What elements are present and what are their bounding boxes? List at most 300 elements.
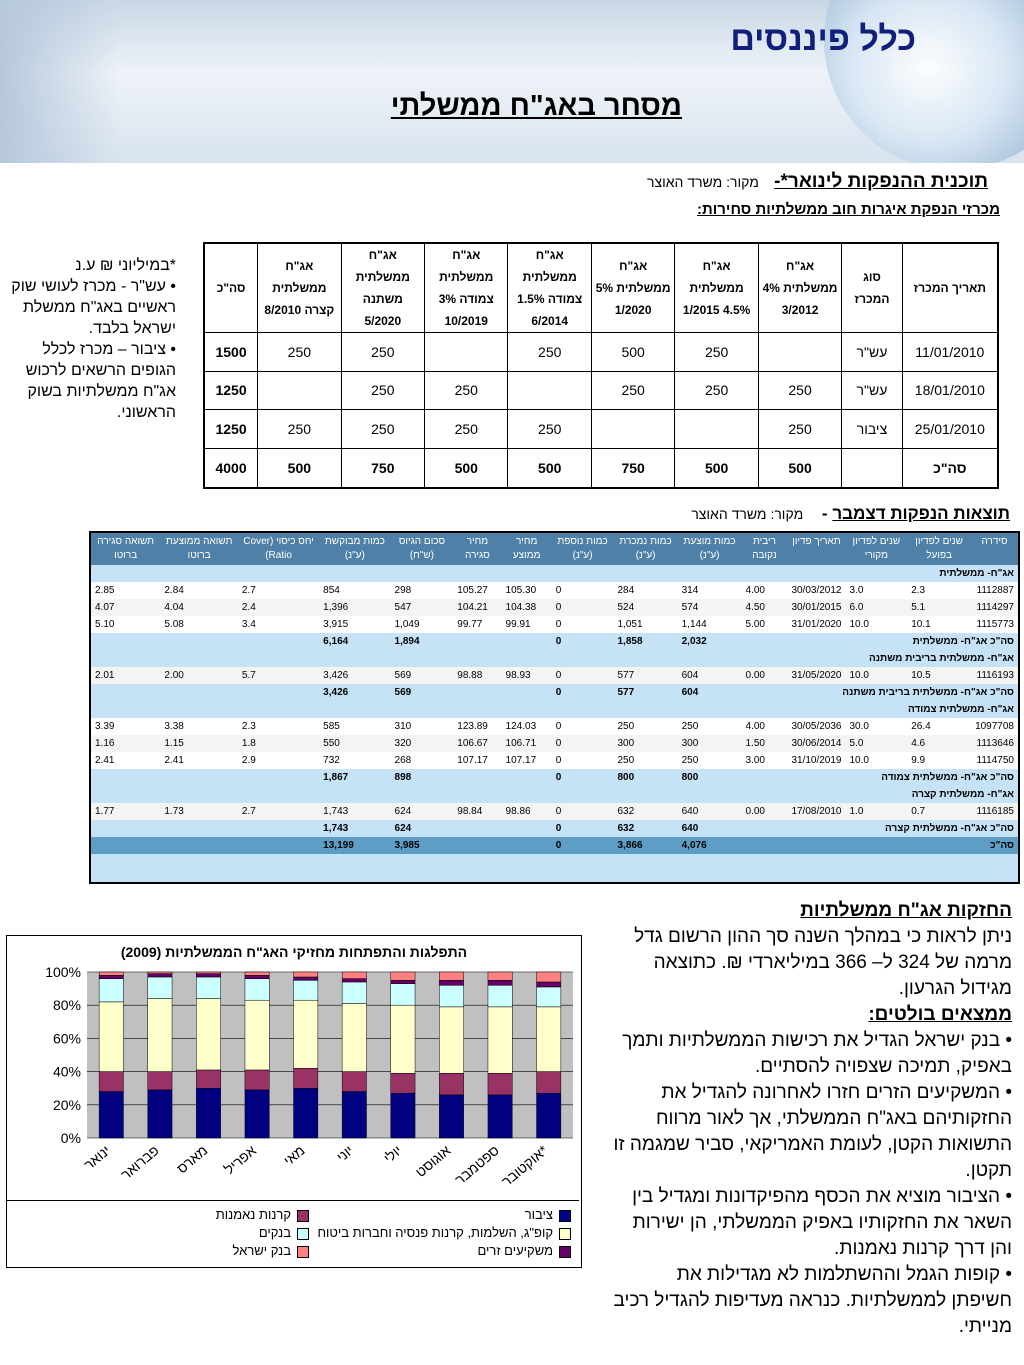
bar-segment <box>439 1073 463 1095</box>
results-row <box>91 837 1018 854</box>
results-cell: 3,915 <box>319 616 390 633</box>
results-table-body <box>91 565 1018 854</box>
plan-cell: 250 <box>425 371 508 410</box>
plan-cell <box>758 333 841 372</box>
bar-segment <box>391 1005 415 1073</box>
plan-col-header: סה"כ <box>204 243 258 333</box>
legend-label: בנקים <box>258 1225 291 1240</box>
subtotal-cell: 577 <box>614 684 678 701</box>
results-cell: 5.00 <box>742 616 788 633</box>
results-cell: 9.9 <box>907 752 971 769</box>
results-cell: 0 <box>552 667 614 684</box>
plan-col-header: אג"ח ממשלתית משתנה 5/2020 <box>341 243 424 333</box>
bar-segment <box>245 1090 269 1138</box>
results-col-header: מחיר סגירה <box>453 533 501 565</box>
plan-cell: 250 <box>341 333 424 372</box>
subtotal-cell: 0 <box>552 820 614 837</box>
results-cell: 1,144 <box>678 616 742 633</box>
results-cell: 2.41 <box>160 752 238 769</box>
bar-segment <box>342 972 366 979</box>
results-cell: 3.39 <box>91 718 160 735</box>
subtotal-cell: 1,743 <box>319 820 390 837</box>
results-cell: 1.15 <box>160 735 238 752</box>
plan-cell <box>591 410 674 449</box>
results-cell: 300 <box>678 735 742 752</box>
plan-cell <box>675 410 758 449</box>
results-cell: 2.4 <box>238 599 319 616</box>
results-row <box>91 718 1018 735</box>
subtotal-cell: 898 <box>391 769 454 786</box>
results-col-header: יחס כיסוי (Cover Ratio) <box>238 533 319 565</box>
subtotal-cell: 624 <box>391 820 454 837</box>
results-row <box>91 803 1018 820</box>
bar-segment <box>148 1072 172 1090</box>
results-cell: 0 <box>552 616 614 633</box>
results-cell: 5.10 <box>91 616 160 633</box>
plan-cell: 250 <box>591 371 674 410</box>
subtotal-cell: 0 <box>552 633 614 650</box>
plan-cell: 500 <box>508 448 591 488</box>
results-row <box>91 769 1018 786</box>
holdings-intro: ניתן לראות כי במהלך השנה סך ההון הרשום גדל מרמה של 324 ל– 366 במיליארדי ₪. כתוצאה מגידול הגרעון. <box>634 926 1012 999</box>
plan-source: מקור: משרד האוצר <box>647 174 759 190</box>
results-heading-line: תוצאות הנפקות דצמבר - מקור: משרד האוצר <box>691 504 1010 523</box>
empty-cell <box>91 837 160 854</box>
legend-swatch <box>559 1210 571 1222</box>
bar-segment <box>148 999 172 1072</box>
subtotal-label: סה"כ אג"ח- ממשלתית צמודה <box>742 769 1018 786</box>
subtotal-cell: 632 <box>614 820 678 837</box>
legend-swatch <box>297 1246 309 1258</box>
results-cell: 250 <box>614 718 678 735</box>
plan-table-body <box>204 333 998 489</box>
legend-item <box>259 1225 309 1241</box>
plan-cell: סה"כ <box>902 448 998 488</box>
subtotal-cell <box>502 633 552 650</box>
bar-segment <box>488 972 512 980</box>
results-cell: 1.77 <box>91 803 160 820</box>
plan-cell: 500 <box>591 333 674 372</box>
results-cell: 30/01/2015 <box>787 599 845 616</box>
legend-swatch <box>297 1228 309 1240</box>
results-col-header: כמות מוצעת (ע"נ) <box>678 533 742 565</box>
empty-cell <box>238 633 319 650</box>
bar-segment <box>488 1073 512 1095</box>
results-row <box>91 684 1018 701</box>
bar-segment <box>488 1095 512 1138</box>
results-cell: 854 <box>319 582 390 599</box>
results-cell: 30/05/2036 <box>787 718 845 735</box>
results-cell: 3,426 <box>319 667 390 684</box>
bar-segment <box>99 972 123 975</box>
results-cell: 4.07 <box>91 599 160 616</box>
x-tick-label: ינואר <box>80 1142 114 1173</box>
results-row <box>91 667 1018 684</box>
results-cell: 5.0 <box>846 735 908 752</box>
results-cell: 98.84 <box>453 803 501 820</box>
plan-cell: 500 <box>425 448 508 488</box>
results-cell: 3.00 <box>742 752 788 769</box>
subtotal-cell: 1,894 <box>391 633 454 650</box>
plan-subheading: מכרזי הנפקת איגרות חוב ממשלתיות סחירות: <box>696 201 1000 218</box>
bar-segment <box>439 1095 463 1138</box>
empty-cell <box>238 837 319 854</box>
subtotal-cell: 569 <box>391 684 454 701</box>
results-cell: 2.01 <box>91 667 160 684</box>
plan-cell: 500 <box>675 448 758 488</box>
subtotal-cell: 2,032 <box>678 633 742 650</box>
bar-segment <box>488 1007 512 1073</box>
results-cell: 577 <box>614 667 678 684</box>
results-cell: 550 <box>319 735 390 752</box>
plan-cell <box>258 371 341 410</box>
plan-table-header <box>204 243 998 333</box>
subtotal-cell <box>453 769 501 786</box>
x-tick-label: יוני <box>333 1142 357 1165</box>
results-col-header: כמות נמכרת (ע"נ) <box>614 533 678 565</box>
results-cell: 1116185 <box>971 803 1018 820</box>
results-cell: 6.0 <box>846 599 908 616</box>
page-title: מסחר באג"ח ממשלתי <box>390 90 682 122</box>
results-cell: 98.88 <box>453 667 501 684</box>
results-cell: 524 <box>614 599 678 616</box>
results-cell: 250 <box>678 718 742 735</box>
results-cell: 1114750 <box>971 752 1018 769</box>
results-cell: 99.77 <box>453 616 501 633</box>
plan-col-header: אג"ח ממשלתית 4.5% 1/2015 <box>675 243 758 333</box>
empty-cell <box>238 769 319 786</box>
results-cell: 284 <box>614 582 678 599</box>
results-cell: 298 <box>391 582 454 599</box>
results-source: מקור: משרד האוצר <box>691 506 804 522</box>
results-cell: 1.50 <box>742 735 788 752</box>
legend-label: בנק ישראל <box>232 1243 291 1258</box>
results-row <box>91 616 1018 633</box>
results-col-header: סכום הגיוס (ש"ח) <box>391 533 454 565</box>
bar-segment <box>537 1072 561 1094</box>
plan-heading: תוכנית ההנפקות לינואר*- <box>774 171 988 192</box>
results-cell: 104.38 <box>502 599 552 616</box>
results-row <box>91 582 1018 599</box>
results-cell: 0 <box>552 582 614 599</box>
group-label: אג"ח- ממשלתית קצרה <box>91 786 1018 803</box>
results-cell: 1.8 <box>238 735 319 752</box>
results-table <box>91 533 1018 854</box>
results-cell: 547 <box>391 599 454 616</box>
results-row <box>91 701 1018 718</box>
finding-item: • המשקיעים הזרים חזרו לאחרונה להגדיל את החזקותיהם באג"ח הממשלתי, אך לאור מרווח התשואות הקטן, לעומת האמריקאי, סביר שמגמה זו תקטן. <box>613 1082 1012 1181</box>
results-cell: 5.1 <box>907 599 971 616</box>
results-cell: 105.30 <box>502 582 552 599</box>
results-cell: 1.73 <box>160 803 238 820</box>
banner-shade <box>0 0 120 163</box>
results-cell: 604 <box>678 667 742 684</box>
bar-segment <box>391 980 415 983</box>
y-tick-label: 20% <box>52 1096 81 1113</box>
plan-cell: 250 <box>258 410 341 449</box>
bar-segment <box>148 972 172 974</box>
results-col-header: מחיר ממוצע <box>502 533 552 565</box>
results-cell: 30/03/2012 <box>787 582 845 599</box>
subtotal-label: סה"כ <box>742 837 1018 854</box>
results-cell: 1097708 <box>971 718 1018 735</box>
plan-col-header: אג"ח ממשלתית 4% 3/2012 <box>758 243 841 333</box>
side-notes <box>10 255 176 423</box>
plan-cell <box>425 333 508 372</box>
bar-segment <box>148 977 172 999</box>
results-cell: 320 <box>391 735 454 752</box>
plan-cell: 250 <box>508 333 591 372</box>
bar-segment <box>99 979 123 1002</box>
results-cell: 1115773 <box>971 616 1018 633</box>
results-row <box>91 820 1018 837</box>
results-cell: 4.00 <box>742 718 788 735</box>
plan-row <box>204 371 998 410</box>
results-cell: 1,396 <box>319 599 390 616</box>
results-cell: 123.89 <box>453 718 501 735</box>
results-cell: 2.84 <box>160 582 238 599</box>
plan-cell: 250 <box>758 371 841 410</box>
results-col-header: שנים לפדיון בפועל <box>907 533 971 565</box>
bar-segment <box>342 1004 366 1072</box>
results-cell: 1,049 <box>391 616 454 633</box>
note-item: • עש"ר - מכרז לעושי שוק ראשיים באג"ח ממשלת ישראל בלבד. <box>11 278 176 337</box>
plan-cell: 250 <box>675 333 758 372</box>
plan-cell: 11/01/2010 <box>902 333 998 372</box>
subtotal-cell: 0 <box>552 769 614 786</box>
plan-table <box>203 242 999 489</box>
bar-segment <box>488 980 512 985</box>
note-item: • ציבור – מכרז לכלל הגופים הרשאים לרכוש אג"ח ממשלתיות בשוק הראשוני. <box>25 341 176 421</box>
empty-cell <box>160 837 238 854</box>
results-row <box>91 786 1018 803</box>
bar-segment <box>537 972 561 982</box>
results-cell: 104.21 <box>453 599 501 616</box>
results-cell: 106.71 <box>502 735 552 752</box>
results-cell: 250 <box>678 752 742 769</box>
subtotal-cell: 3,985 <box>391 837 454 854</box>
results-cell: 2.00 <box>160 667 238 684</box>
empty-cell <box>91 769 160 786</box>
bar-segment <box>342 1072 366 1092</box>
y-tick-label: 60% <box>52 1030 81 1047</box>
results-cell: 0 <box>552 599 614 616</box>
bar-segment <box>99 1002 123 1072</box>
bar-segment <box>245 1070 269 1090</box>
bar-segment <box>391 972 415 980</box>
legend-swatch <box>559 1228 571 1240</box>
results-cell: 106.67 <box>453 735 501 752</box>
results-cell: 268 <box>391 752 454 769</box>
results-cell: 3.38 <box>160 718 238 735</box>
results-cell: 10.0 <box>846 616 908 633</box>
empty-cell <box>238 820 319 837</box>
results-row <box>91 633 1018 650</box>
bar-segment <box>245 1000 269 1070</box>
plan-cell <box>842 448 902 488</box>
bar-segment <box>391 1073 415 1093</box>
plan-cell: 250 <box>508 410 591 449</box>
plan-cell: 250 <box>758 410 841 449</box>
plan-cell: 25/01/2010 <box>902 410 998 449</box>
bar-segment <box>196 972 220 974</box>
results-cell: 4.04 <box>160 599 238 616</box>
results-cell: 3.4 <box>238 616 319 633</box>
results-cell: 2.7 <box>238 582 319 599</box>
subtotal-cell <box>502 684 552 701</box>
results-cell: 585 <box>319 718 390 735</box>
bar-segment <box>294 1068 318 1088</box>
empty-cell <box>91 820 160 837</box>
bar-segment <box>537 982 561 987</box>
plan-cell: 250 <box>341 371 424 410</box>
plan-row <box>204 333 998 372</box>
results-cell: 0 <box>552 718 614 735</box>
results-cell: 569 <box>391 667 454 684</box>
plan-cell: 250 <box>675 371 758 410</box>
chart-legend <box>7 1200 579 1267</box>
subtotal-cell: 604 <box>678 684 742 701</box>
bar-segment <box>245 972 269 975</box>
bar-segment <box>196 1088 220 1138</box>
results-cell: 1,743 <box>319 803 390 820</box>
results-cell: 4.6 <box>907 735 971 752</box>
results-cell: 124.03 <box>502 718 552 735</box>
x-tick-label: אפריל <box>221 1142 260 1178</box>
results-cell: 0 <box>552 803 614 820</box>
empty-cell <box>160 820 238 837</box>
subtotal-cell <box>502 837 552 854</box>
plan-row <box>204 410 998 449</box>
bar-segment <box>99 1072 123 1092</box>
legend-label: ציבור <box>524 1207 553 1222</box>
results-cell: 732 <box>319 752 390 769</box>
subtotal-cell <box>502 820 552 837</box>
subtotal-cell: 1,858 <box>614 633 678 650</box>
bar-segment <box>391 984 415 1006</box>
results-row <box>91 752 1018 769</box>
bar-segment <box>391 1093 415 1138</box>
holders-chart <box>6 935 582 1268</box>
plan-col-header: סוג המכרז <box>842 243 902 333</box>
results-row <box>91 650 1018 667</box>
bar-segment <box>537 1093 561 1138</box>
results-cell: 98.93 <box>502 667 552 684</box>
bar-segment <box>196 999 220 1070</box>
results-cell: 0.00 <box>742 803 788 820</box>
bar-segment <box>342 979 366 982</box>
bar-segment <box>196 1070 220 1088</box>
results-cell: 1.0 <box>846 803 908 820</box>
x-tick-label: פברואר <box>117 1142 162 1183</box>
results-cell: 1112887 <box>971 582 1018 599</box>
chart-plot <box>7 936 581 1198</box>
results-cell: 0.00 <box>742 667 788 684</box>
results-cell: 26.4 <box>907 718 971 735</box>
legend-label: קרנות נאמנות <box>215 1207 291 1222</box>
results-cell: 30/06/2014 <box>787 735 845 752</box>
legend-item <box>525 1207 571 1223</box>
bar-segment <box>537 987 561 1007</box>
results-cell: 2.9 <box>238 752 319 769</box>
y-tick-label: 0% <box>60 1130 81 1146</box>
subtotal-cell <box>453 820 501 837</box>
bar-segment <box>439 985 463 1007</box>
subtotal-cell: 4,076 <box>678 837 742 854</box>
results-cell: 31/05/2020 <box>787 667 845 684</box>
results-cell: 4.50 <box>742 599 788 616</box>
plan-cell: 1250 <box>204 371 258 410</box>
legend-item <box>477 1243 571 1259</box>
plan-cell: 1250 <box>204 410 258 449</box>
bar-segment <box>148 974 172 977</box>
subtotal-cell: 800 <box>614 769 678 786</box>
results-cell: 107.17 <box>502 752 552 769</box>
holdings-section <box>612 898 1012 1340</box>
results-cell: 31/01/2020 <box>787 616 845 633</box>
bar-segment <box>245 979 269 1001</box>
plan-col-header: אג"ח ממשלתית קצרה 8/2010 <box>258 243 341 333</box>
subtotal-cell: 13,199 <box>319 837 390 854</box>
bar-segment <box>439 972 463 980</box>
subtotal-cell: 0 <box>552 837 614 854</box>
legend-item <box>216 1207 309 1223</box>
results-row <box>91 565 1018 582</box>
results-cell: 250 <box>614 752 678 769</box>
bar-segment <box>537 1007 561 1072</box>
results-cell: 1113646 <box>971 735 1018 752</box>
bar-segment <box>294 972 318 977</box>
plan-row <box>204 448 998 488</box>
results-cell: 99.91 <box>502 616 552 633</box>
results-row <box>91 735 1018 752</box>
results-cell: 10.0 <box>846 667 908 684</box>
bar-segment <box>488 985 512 1007</box>
group-label: אג"ח- ממשלתית <box>91 565 1018 582</box>
results-cell: 2.3 <box>238 718 319 735</box>
subtotal-cell: 3,426 <box>319 684 390 701</box>
plan-col-header: אג"ח ממשלתית צמודה 1.5% 6/2014 <box>508 243 591 333</box>
y-tick-label: 80% <box>52 997 81 1014</box>
finding-item: • קופות הגמל וההשתלמות לא מגדילות את חשיפתן לממשלתיות. כנראה מעדיפות להגדיל רכיב מנייתי. <box>613 1264 1012 1337</box>
bar-segment <box>245 975 269 978</box>
x-tick-label: ספטמבר <box>451 1142 503 1188</box>
subtotal-cell: 1,867 <box>319 769 390 786</box>
plan-cell: ציבור <box>842 410 902 449</box>
bar-segment <box>99 975 123 978</box>
bar-segment <box>196 977 220 999</box>
subtotal-label: סה"כ אג"ח- ממשלתית <box>742 633 1018 650</box>
currency-note: *במיליוני ₪ ע.נ <box>75 257 176 274</box>
y-tick-label: 100% <box>45 964 81 980</box>
empty-cell <box>160 633 238 650</box>
subtotal-cell: 0 <box>552 684 614 701</box>
plan-col-header: אג"ח ממשלתית צמודה 3% 10/2019 <box>425 243 508 333</box>
plan-cell: 1500 <box>204 333 258 372</box>
plan-heading-line <box>528 171 988 193</box>
subtotal-cell <box>453 684 501 701</box>
legend-item <box>233 1243 309 1259</box>
results-table-container <box>89 531 1020 884</box>
bar-segment <box>99 1092 123 1138</box>
results-cell: 640 <box>678 803 742 820</box>
bar-segment <box>294 1088 318 1138</box>
results-cell: 2.41 <box>91 752 160 769</box>
subtotal-cell <box>453 837 501 854</box>
subtotal-cell: 3,866 <box>614 837 678 854</box>
empty-cell <box>238 684 319 701</box>
bar-segment <box>294 977 318 980</box>
